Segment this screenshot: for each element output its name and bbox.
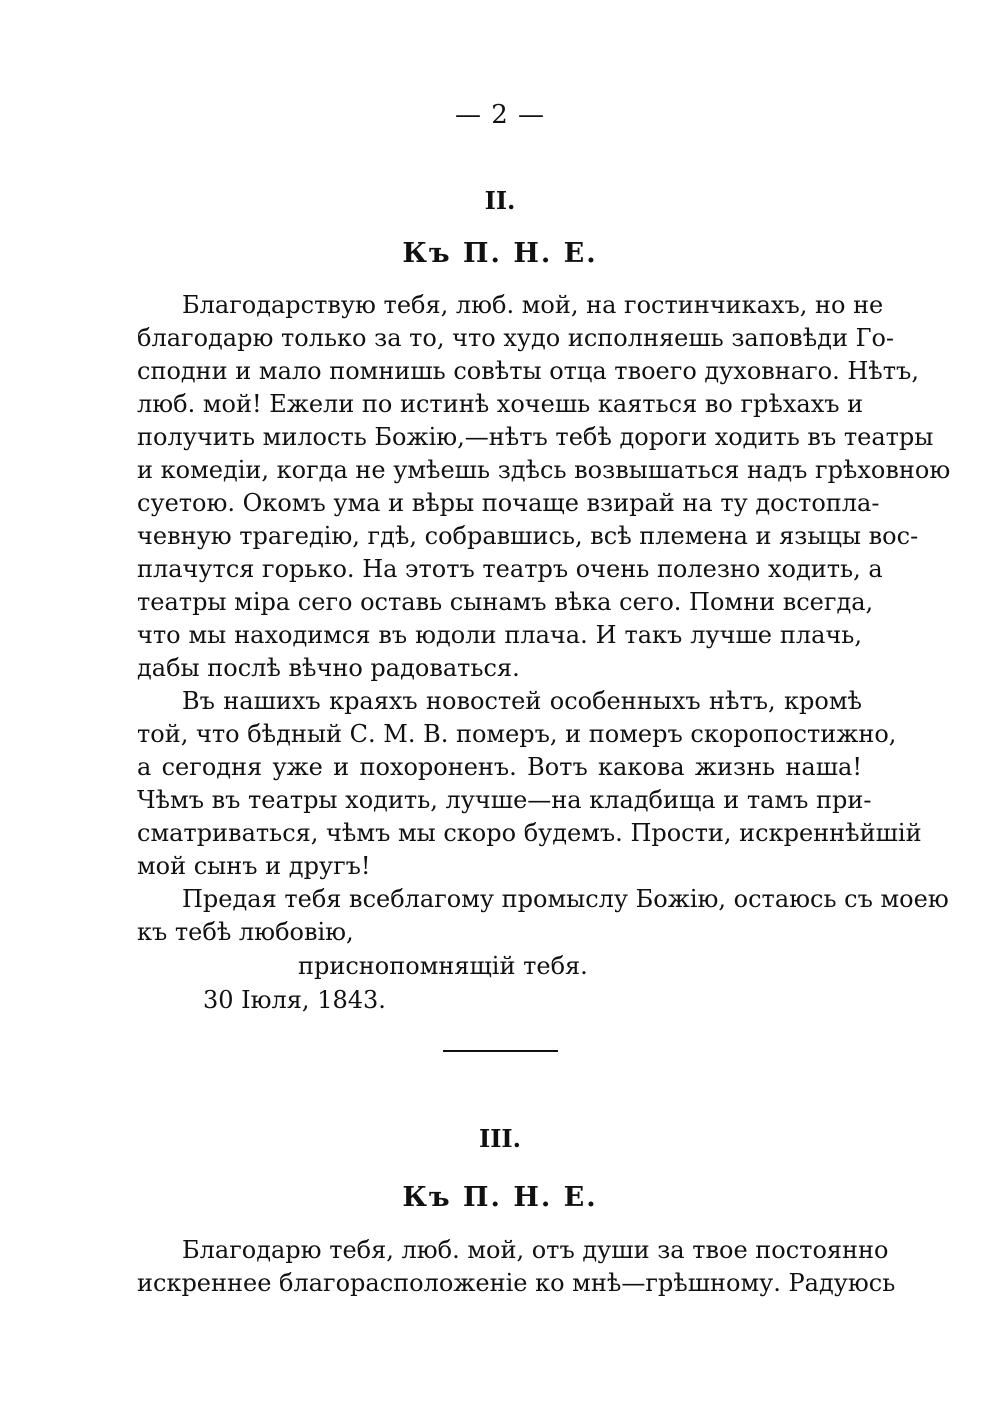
letter-2-para-2-line: Чѣмъ въ театры ходить, лучше—на кладбища и тамъ при- — [137, 786, 872, 814]
letter-2-para-1-line: люб. мой! Ежели по истинѣ хочешь каяться во грѣхахъ и — [137, 390, 864, 418]
letter-2-para-2-line: Въ нашихъ краяхъ новостей особенныхъ нѣтъ, кромѣ — [182, 687, 862, 715]
letter-2-para-2-line: а сегодня уже и похороненъ. Вотъ какова жизнь наша! — [137, 753, 862, 781]
letter-2-para-1-line: дабы послѣ вѣчно радоваться. — [137, 654, 520, 682]
letter-2-para-1-line: сподни и мало помнишь совѣты отца твоего духовнаго. Нѣтъ, — [137, 357, 919, 385]
letter-2-para-1-line: Благодарствую тебя, люб. мой, на гостинчикахъ, но не — [182, 291, 884, 319]
letter-2-para-1-line: плачутся горько. На этотъ театръ очень полезно ходить, а — [137, 555, 883, 583]
letter-2-para-1-line: благодарю только за то, что худо исполняешь заповѣди Го- — [137, 324, 895, 352]
page-number: — 2 — — [454, 100, 546, 130]
letter-3-numeral: III. — [478, 1124, 522, 1153]
letter-2-para-2-line: сматриваться, чѣмъ мы скоро будемъ. Прости, искреннѣйшій — [137, 819, 922, 847]
letter-2-para-1-line: что мы находимся въ юдоли плача. И такъ лучше плачь, — [137, 621, 862, 649]
letter-2-para-1-line: чевную трагедію, гдѣ, собравшись, всѣ племена и языцы вос- — [137, 522, 919, 550]
letter-2-date: 30 Іюля, 1843. — [203, 986, 386, 1014]
letter-3-heading: Къ П. Н. Е. — [402, 1182, 598, 1213]
letter-2-para-1-line: получить милость Божію,—нѣтъ тебѣ дороги ходить въ театры — [137, 423, 934, 451]
letter-3-para-1-line: Благодарю тебя, люб. мой, отъ души за твое постоянно — [182, 1236, 889, 1264]
letter-2-numeral: II. — [484, 186, 516, 215]
letter-2-closing: приснопомнящій тебя. — [298, 952, 588, 980]
letter-3-para-1-line: искреннее благорасположеніе ко мнѣ—грѣшному. Радуюсь — [137, 1269, 896, 1297]
letter-2-para-2-line: мой сынъ и другъ! — [137, 852, 371, 880]
letter-2-para-3-line: Предая тебя всеблагому промыслу Божію, остаюсь съ моею — [182, 885, 949, 913]
letter-2-para-3-line: къ тебѣ любовію, — [137, 918, 354, 946]
section-separator — [443, 1050, 558, 1052]
letter-2-para-1-line: театры міра сего оставь сынамъ вѣка сего. Помни всегда, — [137, 588, 874, 616]
letter-2-heading: Къ П. Н. Е. — [402, 238, 598, 269]
letter-2-para-1-line: и комедіи, когда не умѣешь здѣсь возвышаться надъ грѣховною — [137, 456, 951, 484]
letter-2-para-1-line: суетою. Окомъ ума и вѣры почаще взирай на ту достопла- — [137, 489, 880, 517]
letter-2-para-2-line: той, что бѣдный С. М. В. померъ, и померъ скоропостижно, — [137, 720, 897, 748]
